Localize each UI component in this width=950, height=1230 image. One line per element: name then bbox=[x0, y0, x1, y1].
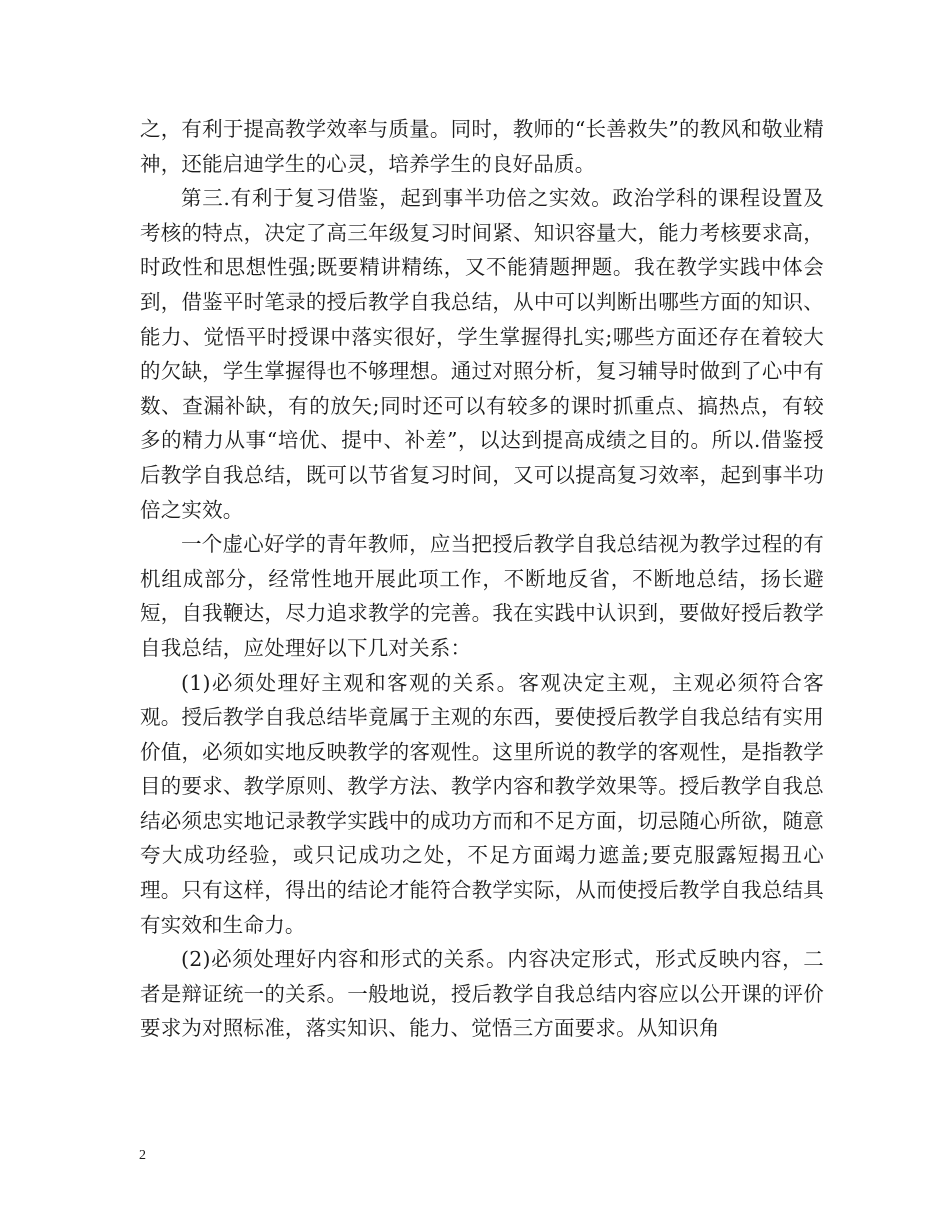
paragraph-relation-2: (2)必须处理好内容和形式的关系。内容决定形式，形式反映内容，二者是辩证统一的关系。一般地说，授后教学自我总结内容应以公开课的评价要求为对照标准，落实知识、能力、觉悟三方面要求。从知识角 bbox=[140, 947, 824, 1041]
page-number: 2 bbox=[139, 1148, 146, 1163]
paragraph-young-teacher: 一个虚心好学的青年教师，应当把授后教学自我总结视为教学过程的有机组成部分，经常性地开展此项工作，不断地反省，不断地总结，扬长避短，自我鞭达，尽力追求教学的完善。我在实践中认识到，要做好授后教学自我总结，应处理好以下几对关系： bbox=[140, 532, 824, 660]
paragraph-third-point: 第三.有利于复习借鉴，起到事半功倍之实效。政治学科的课程设置及考核的特点，决定了高三年级复习时间紧、知识容量大，能力考核要求高，时政性和思想性强;既要精讲精练，又不能猜题押题。我在教学实践中体会到，借鉴平时笔录的授后教学自我总结，从中可以判断出哪些方面的知识、能力、觉悟平时授课中落实很好，学生掌握得扎实;哪些方面还存在着较大的欠缺，学生掌握得也不够理想。通过对照分析，复习辅导时做到了心中有数、查漏补缺，有的放矢;同时还可以有较多的课时抓重点、搞热点，有较多的精力从事“培优、提中、补差”，以达到提高成绩之目的。所以.借鉴授后教学自我总结，既可以节省复习时间，又可以提高复习效率，起到事半功倍之实效。 bbox=[140, 186, 824, 522]
body-text bbox=[140, 112, 824, 1046]
paragraph-relation-1: (1)必须处理好主观和客观的关系。客观决定主观，主观必须符合客观。授后教学自我总结毕竟属于主观的东西，要使授后教学自我总结有实用价值，必须如实地反映教学的客观性。这里所说的教学的客观性，是指教学目的要求、教学原则、教学方法、教学内容和教学效果等。授后教学自我总结必须忠实地记录教学实践中的成功方而和不足方面，切忌随心所欲，随意夸大成功经验，或只记成功之处，不足方面竭力遮盖;要克服露短揭丑心理。只有这样，得出的结论才能符合教学实际，从而使授后教学自我总结具有实效和生命力。 bbox=[140, 670, 824, 937]
paragraph-continuation: 之，有利于提高教学效率与质量。同时，教师的“长善救失”的教风和敬业精神，还能启迪学生的心灵，培养学生的良好品质。 bbox=[140, 117, 824, 176]
